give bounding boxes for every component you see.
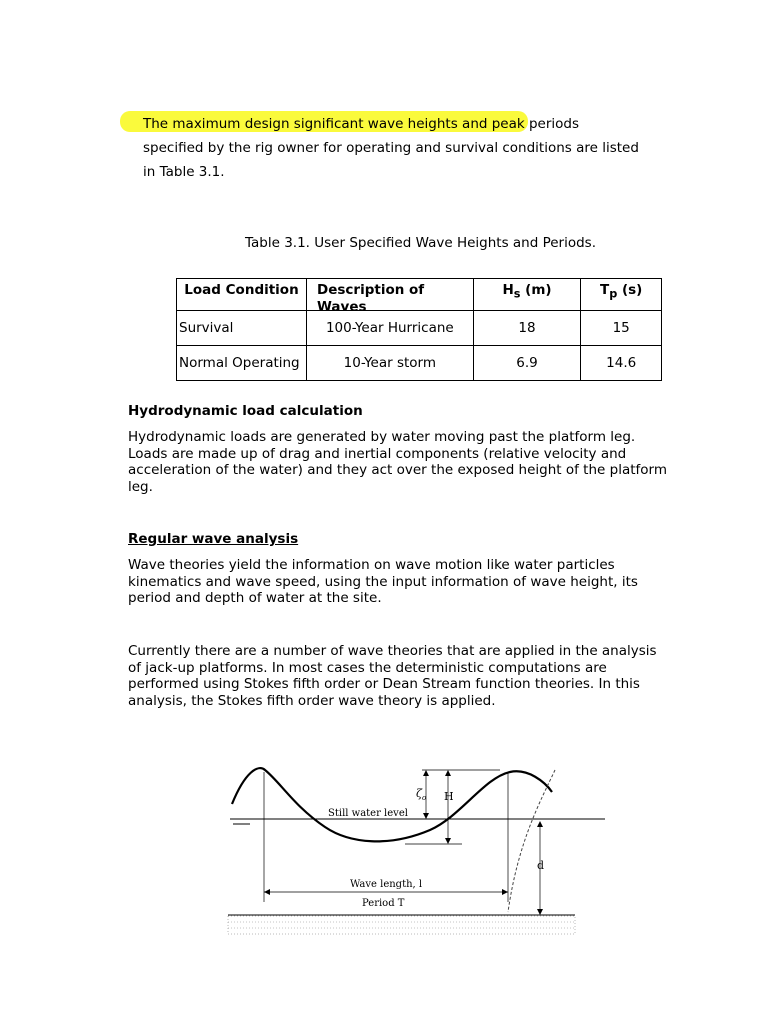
wave-diagram <box>200 752 610 942</box>
cell-hs: 6.9 <box>473 346 581 381</box>
cell-tp: 14.6 <box>581 346 662 381</box>
header-hs <box>473 279 581 311</box>
table-row <box>177 346 662 381</box>
intro-paragraph: The maximum design significant wave heights and peak periods specified by the rig owner for operating and survival conditions are listed in Table 3.1. <box>143 116 639 180</box>
paragraph-hydrodynamic: Hydrodynamic loads are generated by water moving past the platform leg. Loads are made up of drag and inertial components (relative velocity and acceleration of the water) and they act over the exposed height of the platform leg. <box>128 429 667 495</box>
cell-description: 100-Year Hurricane <box>307 311 474 346</box>
hs-symbol: H <box>502 282 514 298</box>
tp-symbol: T <box>599 282 610 298</box>
header-description <box>307 279 474 315</box>
h-label: H <box>444 790 454 803</box>
depth-label: d <box>537 859 545 872</box>
header-load-condition: Load Condition <box>177 279 307 311</box>
header-tp <box>581 279 662 311</box>
header-description-text: Description of Waves <box>317 282 425 315</box>
cell-condition: Survival <box>177 311 307 346</box>
cell-description: 10-Year storm <box>307 346 474 381</box>
table-row <box>177 311 662 346</box>
table-header-row <box>177 279 662 311</box>
paragraph-current-theories: Currently there are a number of wave theories that are applied in the analysis of jack-up platforms. In most cases the deterministic computations are performed using Stokes fifth order or Dean Stream function theories. In this analysis, the Stokes fifth order wave theory is applied. <box>128 643 657 709</box>
hs-subscript: s <box>513 287 521 301</box>
table-caption: Table 3.1. User Specified Wave Heights and Periods. <box>245 235 597 251</box>
tp-subscript: p <box>609 287 618 301</box>
wavelength-label: Wave length, l <box>350 879 423 890</box>
still-water-label: Still water level <box>328 808 408 819</box>
cell-condition: Normal Operating <box>177 346 307 381</box>
section-heading-hydrodynamic: Hydrodynamic load calculation <box>128 403 363 419</box>
paragraph-wave-theories: Wave theories yield the information on wave motion like water particles kinematics and wave speed, using the input information of wave height, its period and depth of water at the site. <box>128 557 638 606</box>
zeta-label: $\zeta_o$ <box>416 787 427 802</box>
dashed-curve <box>508 770 555 912</box>
period-label: Period T <box>362 898 405 909</box>
wave-table <box>176 278 662 381</box>
section-heading-regular-wave: Regular wave analysis <box>128 531 299 547</box>
cell-hs: 18 <box>473 311 581 346</box>
tp-unit: (s) <box>617 282 643 298</box>
hs-unit: (m) <box>520 282 552 298</box>
seabed-hatch <box>228 916 575 934</box>
cell-tp: 15 <box>581 311 662 346</box>
wave-profile <box>232 768 552 841</box>
